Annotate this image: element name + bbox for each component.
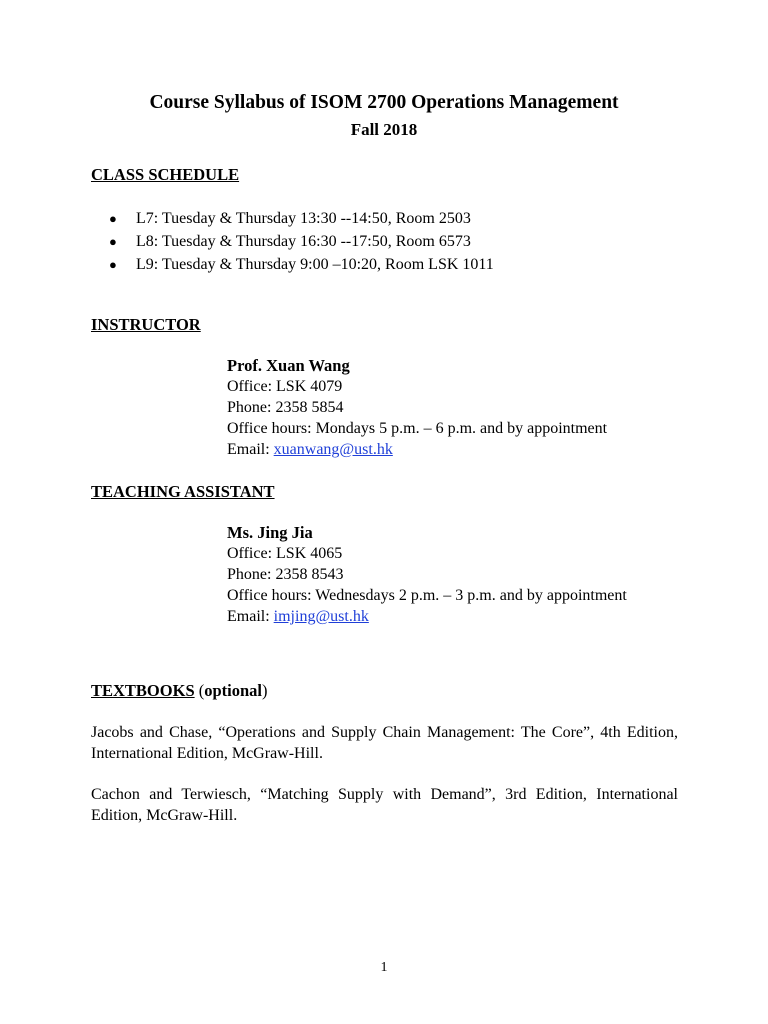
instructor-heading: INSTRUCTOR [91, 315, 201, 334]
document-title: Course Syllabus of ISOM 2700 Operations Management [149, 92, 619, 113]
teaching-assistant-email-line: Email: imjing@ust.hk [227, 608, 369, 625]
document-term: Fall 2018 [350, 120, 418, 139]
list-item: ● L7: Tuesday & Thursday 13:30 --14:50, Room 2503 [109, 207, 494, 230]
textbook-entry: Cachon and Terwiesch, “Matching Supply with Demand”, 3rd Edition, International Edition, McGraw-Hill. [91, 786, 678, 824]
instructor-name: Prof. Xuan Wang [227, 356, 350, 375]
teaching-assistant-phone: Phone: 2358 8543 [227, 566, 344, 583]
list-item: ● L8: Tuesday & Thursday 16:30 --17:50, Room 6573 [109, 230, 494, 253]
teaching-assistant-name: Ms. Jing Jia [227, 523, 313, 542]
instructor-email-line: Email: xuanwang@ust.hk [227, 441, 393, 458]
instructor-office-hours: Office hours: Mondays 5 p.m. – 6 p.m. and by appointment [227, 420, 608, 437]
textbook-entry: Jacobs and Chase, “Operations and Supply Chain Management: The Core”, 4th Edition, International Edition, McGraw-Hill. [91, 724, 678, 762]
instructor-phone: Phone: 2358 5854 [227, 399, 344, 416]
teaching-assistant-office-hours: Office hours: Wednesdays 2 p.m. – 3 p.m. and by appointment [227, 587, 627, 604]
instructor-email-link[interactable]: xuanwang@ust.hk [273, 441, 393, 458]
bullet-icon: ● [109, 234, 117, 249]
textbooks-heading: TEXTBOOKS (optional) [91, 681, 268, 700]
teaching-assistant-office: Office: LSK 4065 [227, 545, 343, 562]
instructor-block [227, 355, 607, 460]
teaching-assistant-block [227, 522, 627, 627]
class-schedule-list [109, 207, 494, 276]
class-schedule-heading: CLASS SCHEDULE [91, 165, 240, 184]
teaching-assistant-email-link[interactable]: imjing@ust.hk [273, 608, 369, 625]
instructor-office: Office: LSK 4079 [227, 378, 343, 395]
bullet-icon: ● [109, 211, 117, 226]
bullet-icon: ● [109, 257, 117, 272]
list-item: ● L9: Tuesday & Thursday 9:00 –10:20, Room LSK 1011 [109, 253, 494, 276]
teaching-assistant-heading: TEACHING ASSISTANT [91, 482, 275, 501]
page-number: 1 [380, 960, 388, 975]
